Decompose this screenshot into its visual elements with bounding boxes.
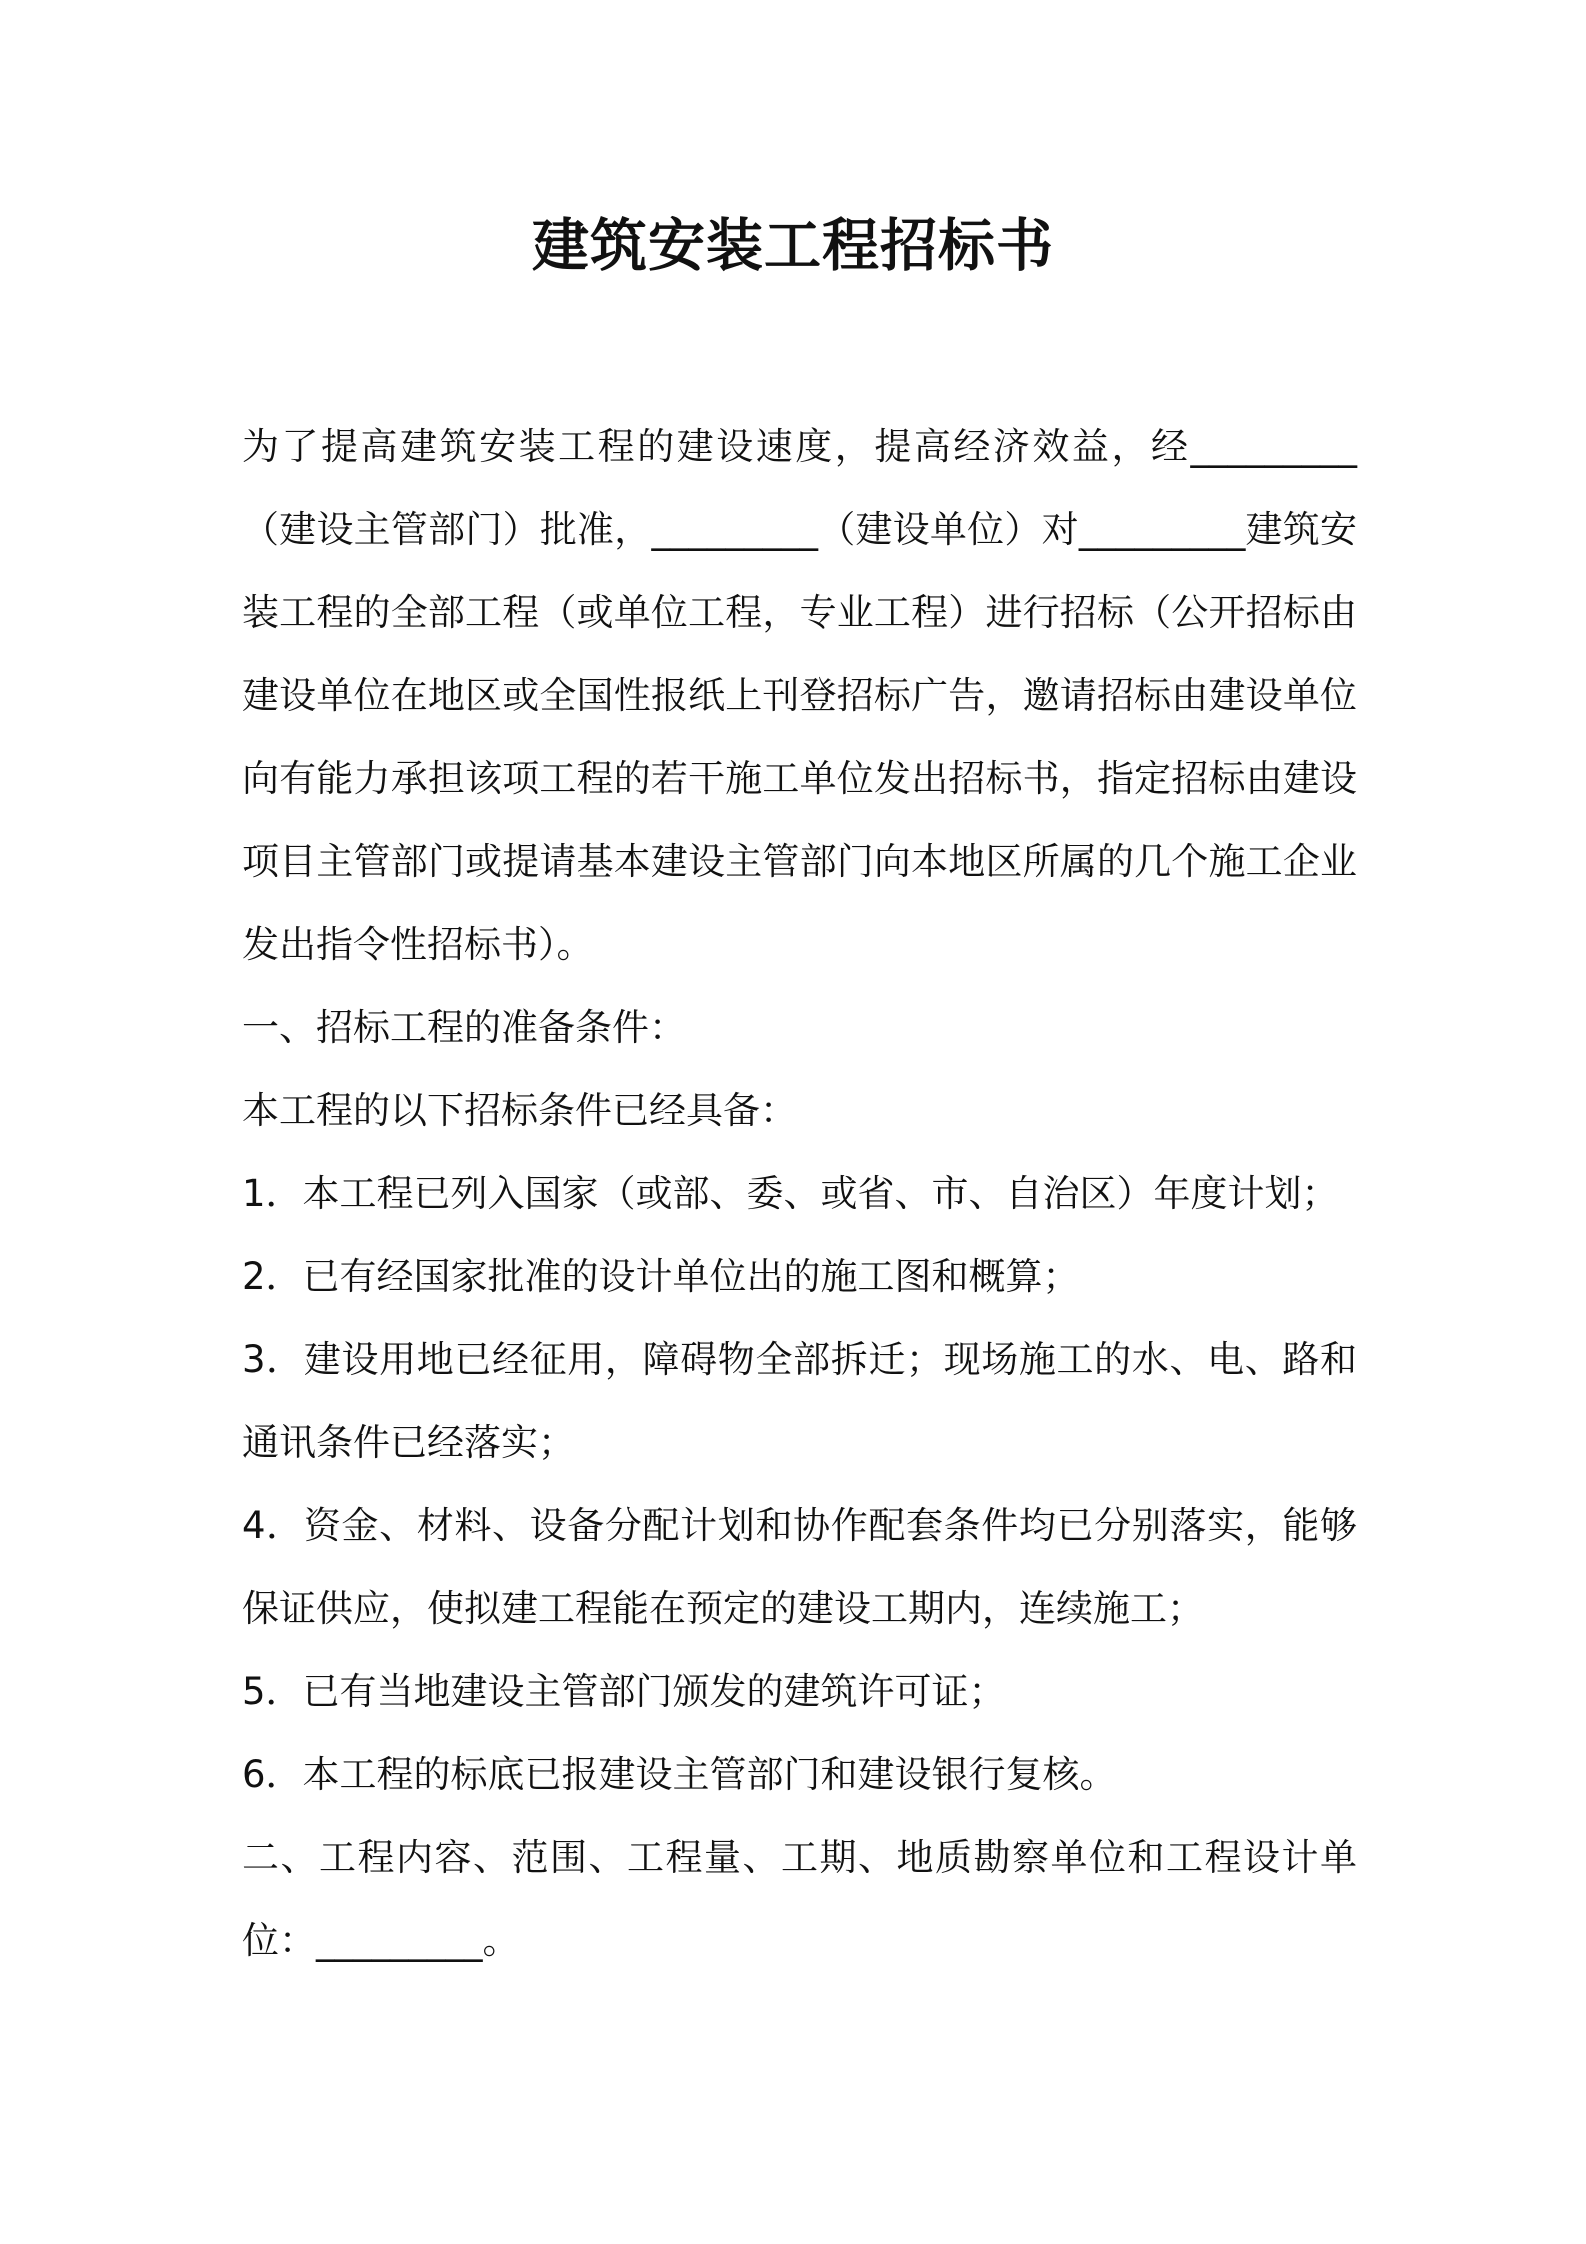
condition-item-2: 2．已有经国家批准的设计单位出的施工图和概算； [242,1255,1080,1298]
condition-item-1: 1．本工程已列入国家（或部、委、或省、市、自治区）年度计划； [242,1172,1339,1215]
section-1-heading: 一、招标工程的准备条件： [242,1006,686,1049]
condition-item-4: 4．资金、材料、设备分配计划和协作配套条件均已分别落实，能够保证供应，使拟建工程能在预定的建设工期内，连续施工； [242,1504,1357,1630]
condition-item-3: 3．建设用地已经征用，障碍物全部拆迁；现场施工的水、电、路和通讯条件已经落实； [242,1338,1357,1464]
intro-paragraph: 为了提高建筑安装工程的建设速度，提高经济效益，经_________（建设主管部门）批准，_________（建设单位）对_________建筑安装工程的全部工程（或单位工程，专业工程）进行招标（公开招标由建设单位在地区或全国性报纸上刊登招标广告，邀请招标由建设单位向有能力承担该项工程的若干施工单位发出招标书，指定招标由建设项目主管部门或提请基本建设主管部门向本地区所属的几个施工企业发出指令性招标书）。 [242,425,1357,966]
section-2-heading: 二、工程内容、范围、工程量、工期、地质勘察单位和工程设计单位：_________。 [242,1836,1357,1962]
section-1-intro: 本工程的以下招标条件已经具备： [242,1089,797,1132]
document-body [242,405,1357,1982]
document-title: 建筑安装工程招标书 [532,213,1054,279]
condition-item-5: 5．已有当地建设主管部门颁发的建筑许可证； [242,1670,1006,1713]
condition-item-6: 6．本工程的标底已报建设主管部门和建设银行复核。 [242,1753,1117,1796]
